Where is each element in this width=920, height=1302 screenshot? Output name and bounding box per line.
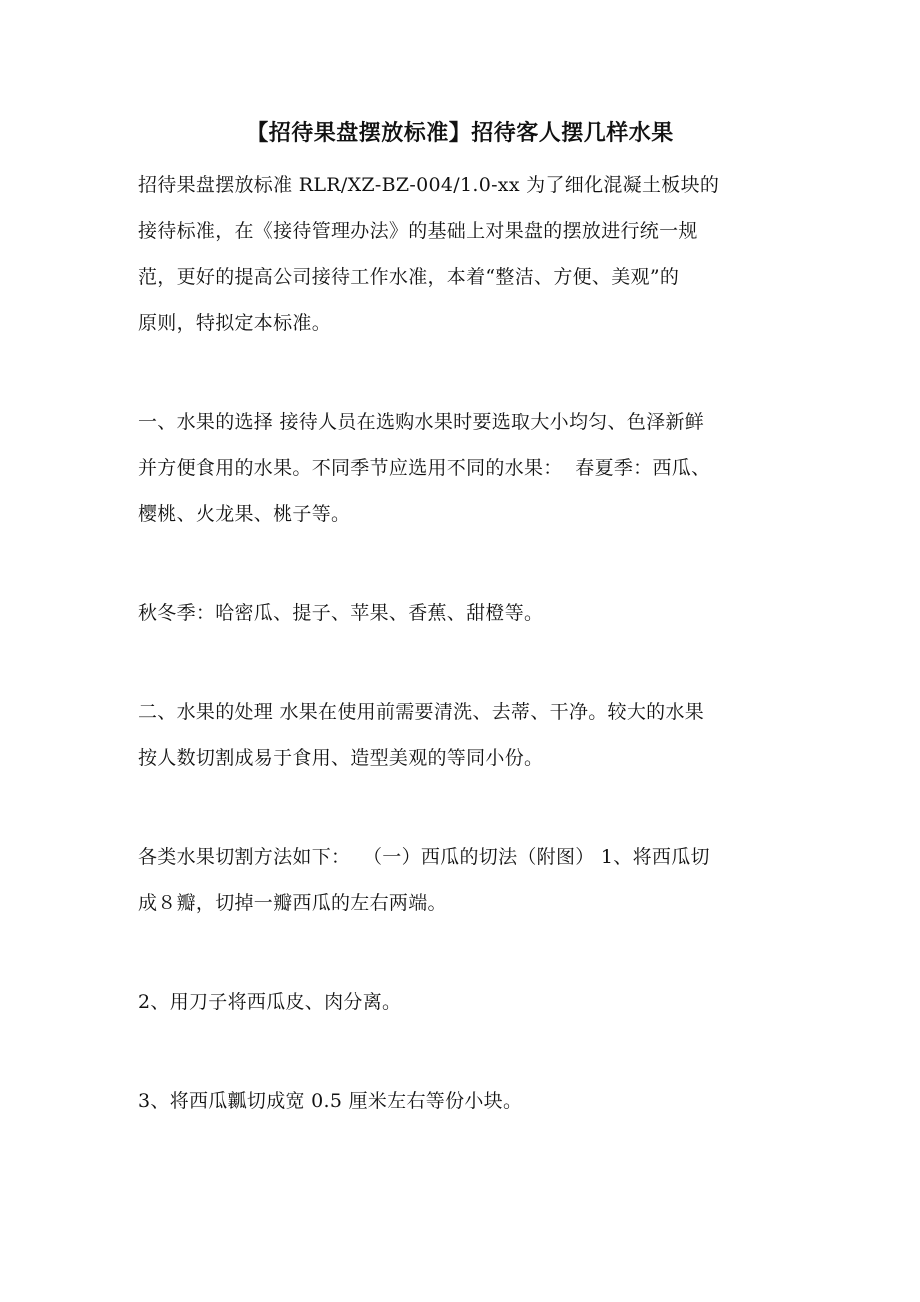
paragraph-1-line-4: 原则，特拟定本标准。 (138, 312, 332, 334)
paragraph-7-line-1: 3、将西瓜瓤切成宽 0.5 厘米左右等份小块。 (138, 1090, 523, 1112)
paragraph-4-line-1: 二、水果的处理 水果在使用前需要清洗、去蒂、干净。较大的水果 (138, 701, 705, 723)
document-title: 【招待果盘摆放标准】招待客人摆几样水果 (246, 121, 674, 146)
paragraph-5-line-2: 成８瓣，切掉一瓣西瓜的左右两端。 (138, 892, 447, 914)
paragraph-3-line-1: 秋冬季：哈密瓜、提子、苹果、香蕉、甜橙等。 (138, 602, 544, 624)
paragraph-4-line-2: 按人数切割成易于食用、造型美观的等同小份。 (138, 747, 544, 769)
paragraph-6-line-1: 2、用刀子将西瓜皮、肉分离。 (138, 991, 402, 1013)
paragraph-1-line-3: 范，更好的提高公司接待工作水准，本着“整洁、方便、美观”的 (138, 266, 680, 288)
paragraph-1-line-1: 招待果盘摆放标准 RLR/XZ-BZ-004/1.0-xx 为了细化混凝土板块的 (138, 174, 720, 196)
paragraph-5-line-1: 各类水果切割方法如下： （一）西瓜的切法（附图） 1、将西瓜切 (138, 846, 710, 868)
paragraph-2-line-2: 并方便食用的水果。不同季节应选用不同的水果： 春夏季：西瓜、 (138, 457, 711, 479)
paragraph-2-line-3: 樱桃、火龙果、桃子等。 (138, 503, 351, 525)
paragraph-2-line-1: 一、水果的选择 接待人员在选购水果时要选取大小均匀、色泽新鲜 (138, 411, 705, 433)
paragraph-1-line-2: 接待标准，在《接待管理办法》的基础上对果盘的摆放进行统一规 (138, 220, 698, 242)
